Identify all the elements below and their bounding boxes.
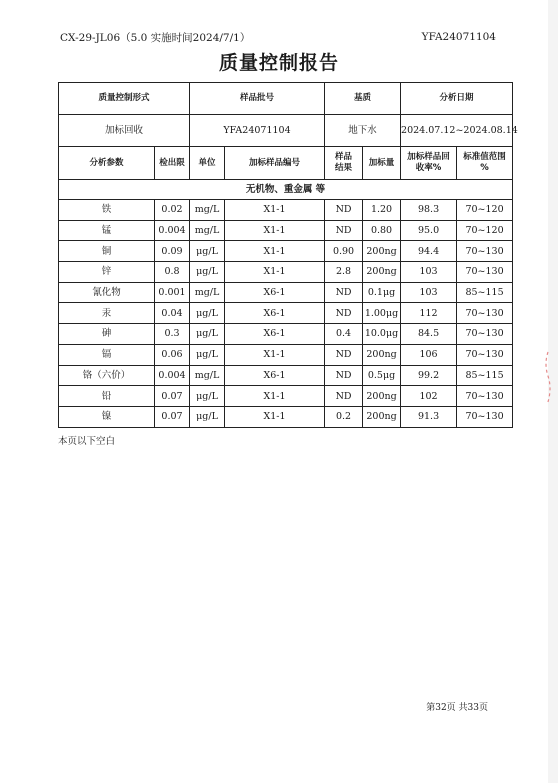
info-header-date: 分析日期 bbox=[401, 83, 513, 115]
standard-range-cell: 70~120 bbox=[457, 220, 513, 241]
standard-range-cell: 85~115 bbox=[457, 365, 513, 386]
unit-cell: μg/L bbox=[190, 241, 225, 262]
table-row bbox=[59, 282, 513, 303]
detection-limit-cell: 0.004 bbox=[155, 365, 190, 386]
col-header-spiked-sample-id: 加标样品编号 bbox=[225, 147, 325, 180]
info-header-matrix: 基质 bbox=[325, 83, 401, 115]
standard-range-cell: 70~120 bbox=[457, 200, 513, 221]
spike-amount-cell: 0.80 bbox=[363, 220, 401, 241]
standard-range-cell: 70~130 bbox=[457, 386, 513, 407]
spiked-sample-id-cell: X6-1 bbox=[225, 324, 325, 345]
recovery-cell: 94.4 bbox=[401, 241, 457, 262]
info-header-batch: 样品批号 bbox=[190, 83, 325, 115]
info-value-matrix: 地下水 bbox=[325, 115, 401, 147]
spike-amount-cell: 200ng bbox=[363, 406, 401, 427]
unit-cell: μg/L bbox=[190, 324, 225, 345]
unit-cell: μg/L bbox=[190, 386, 225, 407]
recovery-cell: 103 bbox=[401, 282, 457, 303]
standard-range-cell: 70~130 bbox=[457, 262, 513, 283]
sample-result-cell: 0.90 bbox=[325, 241, 363, 262]
page-title: 质量控制报告 bbox=[218, 52, 339, 74]
table-row bbox=[59, 303, 513, 324]
sample-result-cell: 2.8 bbox=[325, 262, 363, 283]
spiked-sample-id-cell: X1-1 bbox=[225, 344, 325, 365]
section-title: 无机物、重金属 等 bbox=[59, 180, 513, 200]
detection-limit-cell: 0.3 bbox=[155, 324, 190, 345]
table-row bbox=[59, 365, 513, 386]
report-number: YFA24071104 bbox=[421, 31, 496, 43]
standard-range-cell: 70~130 bbox=[457, 344, 513, 365]
spike-amount-cell: 0.1μg bbox=[363, 282, 401, 303]
detection-limit-cell: 0.001 bbox=[155, 282, 190, 303]
sample-result-cell: ND bbox=[325, 200, 363, 221]
spike-amount-cell: 1.20 bbox=[363, 200, 401, 221]
unit-cell: mg/L bbox=[190, 220, 225, 241]
recovery-cell: 98.3 bbox=[401, 200, 457, 221]
table-row bbox=[59, 220, 513, 241]
parameter-cell: 镍 bbox=[59, 406, 155, 427]
table-row bbox=[59, 344, 513, 365]
col-header-spike-amount: 加标量 bbox=[363, 147, 401, 180]
detection-limit-cell: 0.02 bbox=[155, 200, 190, 221]
info-value-batch: YFA24071104 bbox=[190, 115, 325, 147]
parameter-cell: 铁 bbox=[59, 200, 155, 221]
spike-amount-cell: 0.5μg bbox=[363, 365, 401, 386]
recovery-cell: 102 bbox=[401, 386, 457, 407]
sample-result-cell: ND bbox=[325, 344, 363, 365]
unit-cell: mg/L bbox=[190, 200, 225, 221]
table-row bbox=[59, 241, 513, 262]
unit-cell: μg/L bbox=[190, 344, 225, 365]
spiked-sample-id-cell: X1-1 bbox=[225, 262, 325, 283]
table-row bbox=[59, 406, 513, 427]
info-value-qc-form: 加标回收 bbox=[59, 115, 190, 147]
recovery-cell: 95.0 bbox=[401, 220, 457, 241]
detection-limit-cell: 0.07 bbox=[155, 406, 190, 427]
spike-amount-cell: 10.0μg bbox=[363, 324, 401, 345]
parameter-cell: 锌 bbox=[59, 262, 155, 283]
table-row bbox=[59, 200, 513, 221]
spiked-sample-id-cell: X6-1 bbox=[225, 303, 325, 324]
unit-cell: μg/L bbox=[190, 406, 225, 427]
parameter-cell: 铜 bbox=[59, 241, 155, 262]
detection-limit-cell: 0.8 bbox=[155, 262, 190, 283]
parameter-cell: 锰 bbox=[59, 220, 155, 241]
col-header-standard-range: 标准值范围 % bbox=[457, 147, 513, 180]
spiked-sample-id-cell: X1-1 bbox=[225, 220, 325, 241]
recovery-cell: 103 bbox=[401, 262, 457, 283]
recovery-cell: 91.3 bbox=[401, 406, 457, 427]
unit-cell: mg/L bbox=[190, 365, 225, 386]
col-header-unit: 单位 bbox=[190, 147, 225, 180]
standard-range-cell: 85~115 bbox=[457, 282, 513, 303]
col-header-detection-limit: 检出限 bbox=[155, 147, 190, 180]
detection-limit-cell: 0.06 bbox=[155, 344, 190, 365]
seal-stamp-fragment bbox=[542, 350, 554, 405]
parameter-cell: 铅 bbox=[59, 386, 155, 407]
spiked-sample-id-cell: X1-1 bbox=[225, 386, 325, 407]
qc-table bbox=[58, 82, 518, 428]
info-value-date: 2024.07.12~2024.08.14 bbox=[401, 115, 513, 147]
parameter-cell: 汞 bbox=[59, 303, 155, 324]
col-header-recovery: 加标样品回 收率% bbox=[401, 147, 457, 180]
standard-range-cell: 70~130 bbox=[457, 303, 513, 324]
detection-limit-cell: 0.07 bbox=[155, 386, 190, 407]
document-code: CX-29-JL06（5.0 实施时间2024/7/1） bbox=[60, 32, 251, 44]
table-row bbox=[59, 324, 513, 345]
info-header-qc-form: 质量控制形式 bbox=[59, 83, 190, 115]
parameter-cell: 氰化物 bbox=[59, 282, 155, 303]
unit-cell: μg/L bbox=[190, 303, 225, 324]
sample-result-cell: ND bbox=[325, 220, 363, 241]
spike-amount-cell: 200ng bbox=[363, 344, 401, 365]
sample-result-cell: ND bbox=[325, 365, 363, 386]
spike-amount-cell: 1.00μg bbox=[363, 303, 401, 324]
spiked-sample-id-cell: X6-1 bbox=[225, 282, 325, 303]
recovery-cell: 84.5 bbox=[401, 324, 457, 345]
standard-range-cell: 70~130 bbox=[457, 241, 513, 262]
spiked-sample-id-cell: X1-1 bbox=[225, 241, 325, 262]
unit-cell: μg/L bbox=[190, 262, 225, 283]
spiked-sample-id-cell: X1-1 bbox=[225, 406, 325, 427]
sample-result-cell: 0.2 bbox=[325, 406, 363, 427]
page-number: 第32页 共33页 bbox=[426, 703, 488, 713]
spike-amount-cell: 200ng bbox=[363, 262, 401, 283]
blank-note: 本页以下空白 bbox=[58, 436, 116, 447]
spiked-sample-id-cell: X6-1 bbox=[225, 365, 325, 386]
unit-cell: mg/L bbox=[190, 282, 225, 303]
detection-limit-cell: 0.04 bbox=[155, 303, 190, 324]
sample-result-cell: ND bbox=[325, 386, 363, 407]
sample-result-cell: ND bbox=[325, 303, 363, 324]
recovery-cell: 99.2 bbox=[401, 365, 457, 386]
col-header-sample-result: 样品 结果 bbox=[325, 147, 363, 180]
parameter-cell: 镉 bbox=[59, 344, 155, 365]
recovery-cell: 106 bbox=[401, 344, 457, 365]
col-header-parameter: 分析参数 bbox=[59, 147, 155, 180]
parameter-cell: 砷 bbox=[59, 324, 155, 345]
standard-range-cell: 70~130 bbox=[457, 406, 513, 427]
detection-limit-cell: 0.004 bbox=[155, 220, 190, 241]
spike-amount-cell: 200ng bbox=[363, 386, 401, 407]
standard-range-cell: 70~130 bbox=[457, 324, 513, 345]
spiked-sample-id-cell: X1-1 bbox=[225, 200, 325, 221]
sample-result-cell: 0.4 bbox=[325, 324, 363, 345]
sample-result-cell: ND bbox=[325, 282, 363, 303]
table-row bbox=[59, 386, 513, 407]
table-row bbox=[59, 262, 513, 283]
spike-amount-cell: 200ng bbox=[363, 241, 401, 262]
recovery-cell: 112 bbox=[401, 303, 457, 324]
parameter-cell: 铬（六价） bbox=[59, 365, 155, 386]
detection-limit-cell: 0.09 bbox=[155, 241, 190, 262]
